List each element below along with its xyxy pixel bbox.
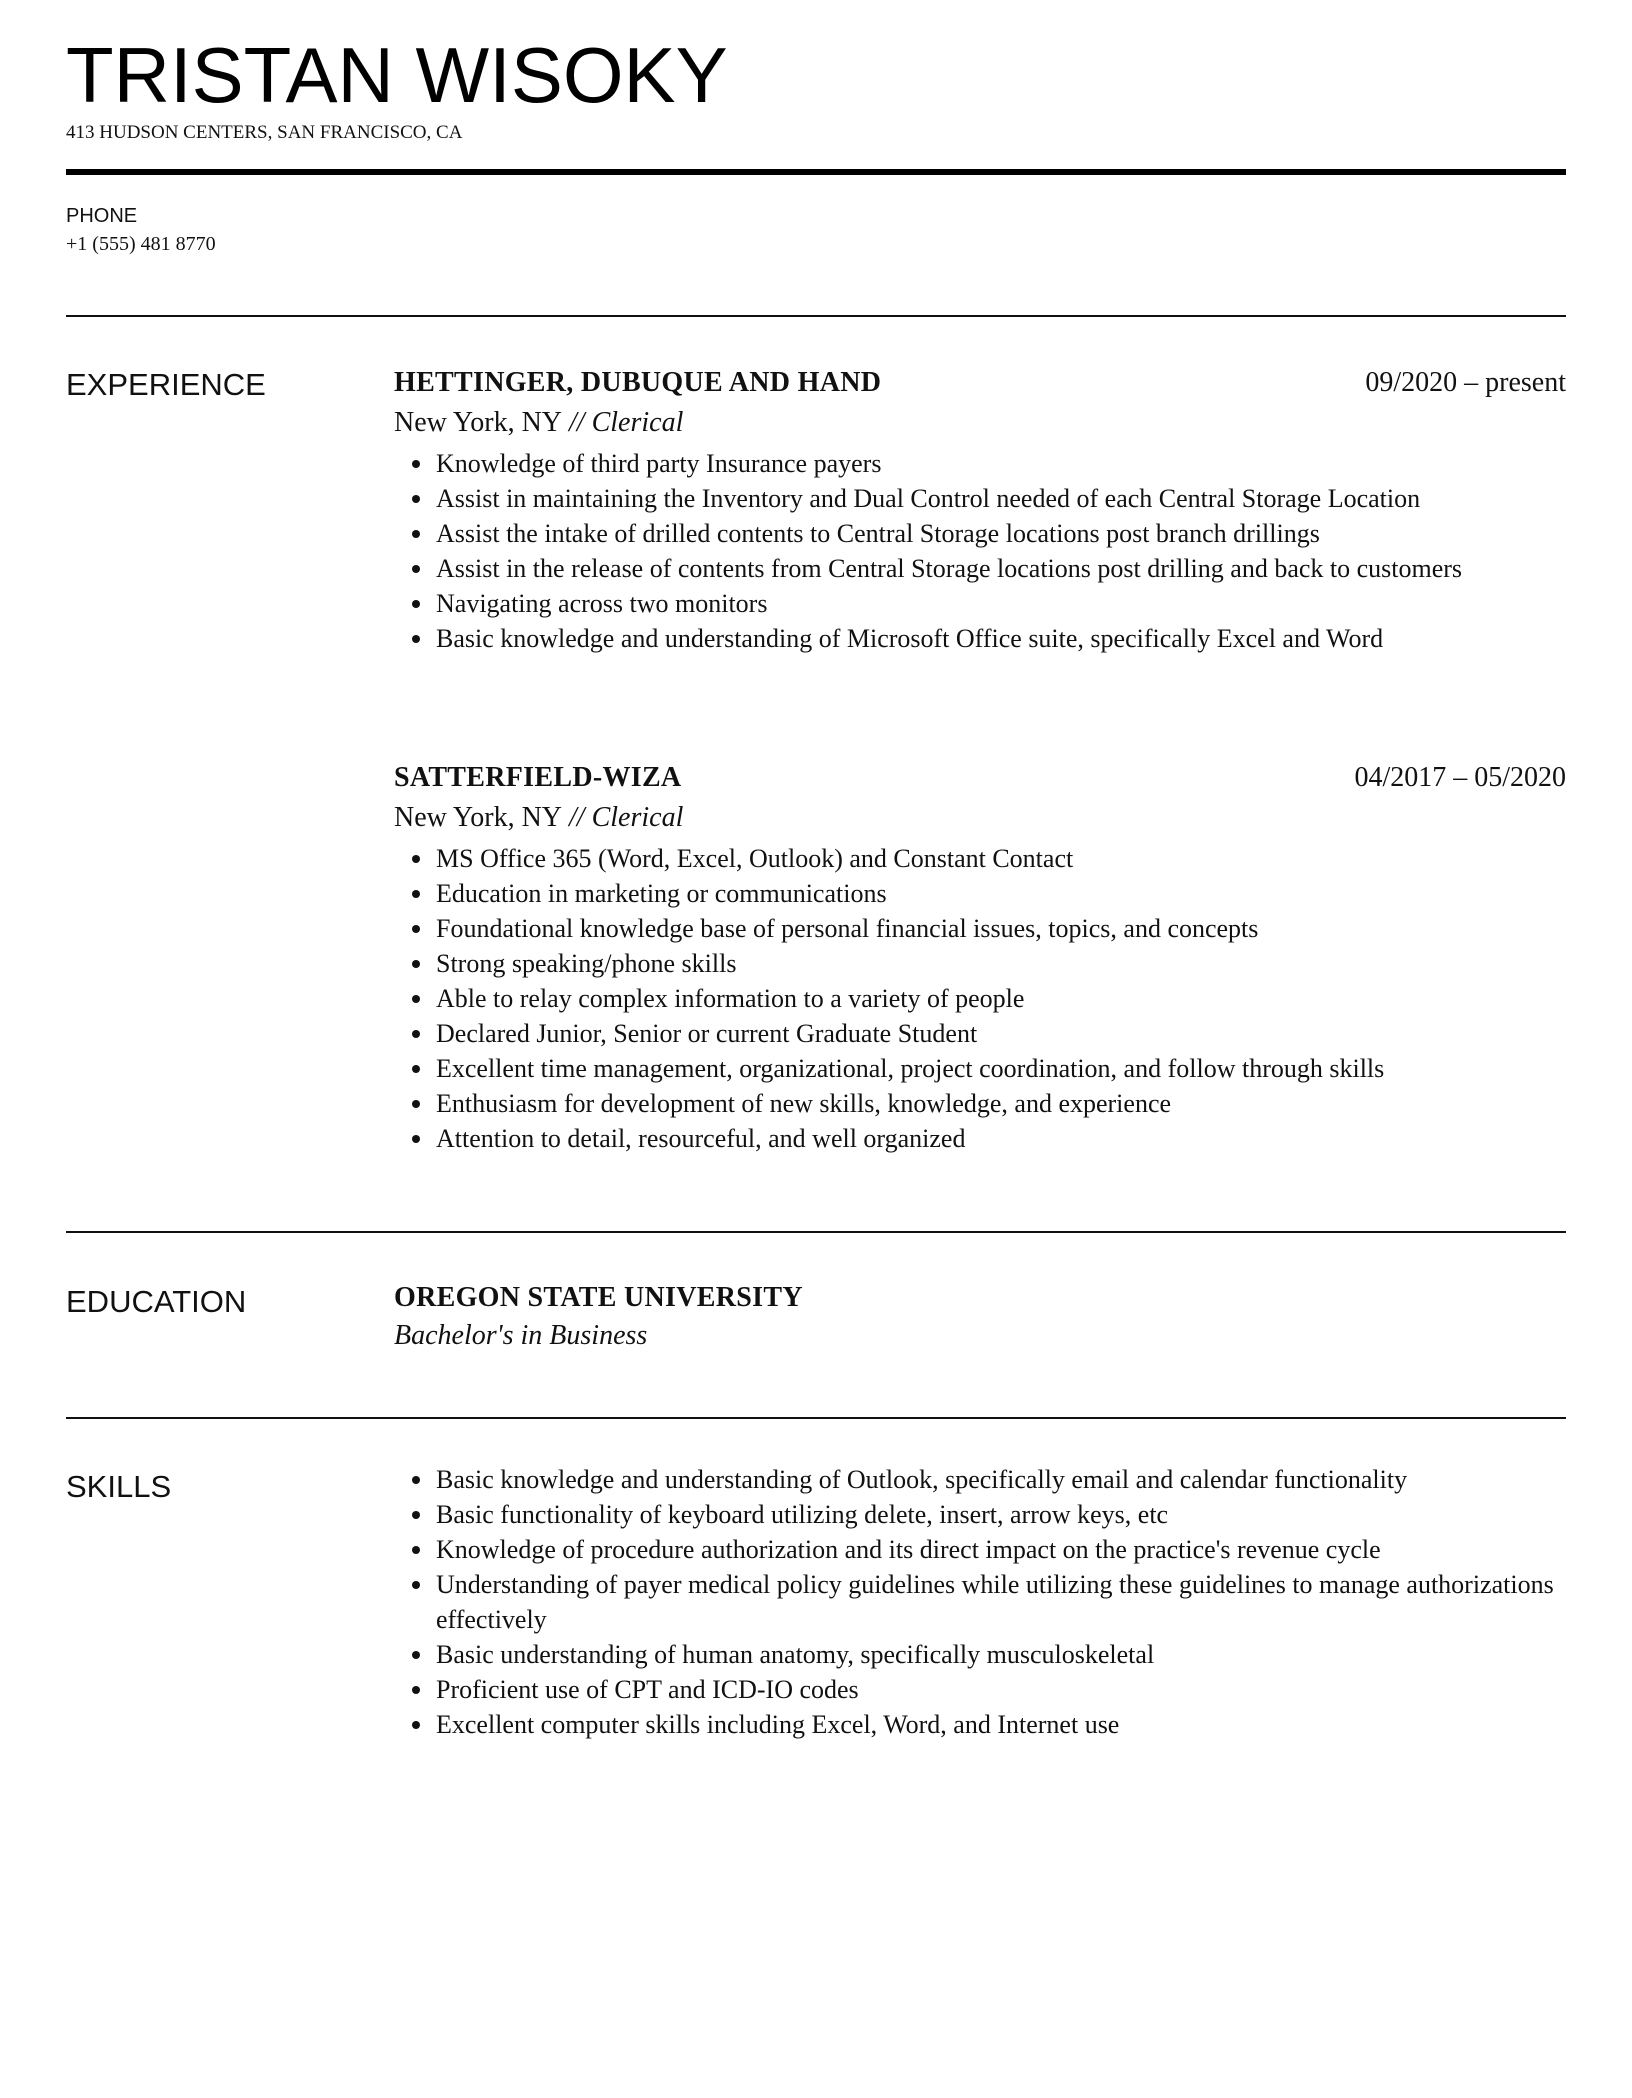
list-item: Able to relay complex information to a variety of people [394,981,1566,1016]
list-item: Attention to detail, resourceful, and well organized [394,1121,1566,1156]
experience-job-1 [394,364,1566,656]
header-divider [66,169,1566,175]
education-entry [394,1279,1566,1355]
phone-value: +1 (555) 481 8770 [66,233,216,255]
list-item: Navigating across two monitors [394,586,1566,621]
phone-label: PHONE [66,205,138,227]
section-divider-skills [66,1417,1566,1419]
skills-list-container [394,1462,1566,1742]
section-title-experience: EXPERIENCE [66,367,266,402]
list-item: Assist in the release of contents from Central Storage locations post drilling and back to customers [394,551,1566,586]
list-item: Excellent time management, organizational, project coordination, and follow through skills [394,1051,1566,1086]
school-name: OREGON STATE UNIVERSITY [394,1282,803,1313]
job-dates: 09/2020 – present [1365,367,1566,398]
candidate-address: 413 HUDSON CENTERS, SAN FRANCISCO, CA [66,122,463,143]
list-item: Basic understanding of human anatomy, specifically musculoskeletal [394,1637,1566,1672]
list-item: Knowledge of third party Insurance payers [394,446,1566,481]
list-item: Foundational knowledge base of personal financial issues, topics, and concepts [394,911,1566,946]
section-divider-experience [66,315,1566,317]
job-meta [394,404,1566,442]
job-location: New York, NY [394,802,563,833]
job-dates: 04/2017 – 05/2020 [1354,762,1566,793]
degree-name: Bachelor's in Business [394,1320,648,1351]
list-item: Assist the intake of drilled contents to Central Storage locations post branch drillings [394,516,1566,551]
list-item: MS Office 365 (Word, Excel, Outlook) and Constant Contact [394,841,1566,876]
section-divider-education [66,1231,1566,1233]
job-separator: // [562,407,592,438]
employer-name: SATTERFIELD-WIZA [394,762,682,793]
list-item: Assist in maintaining the Inventory and Dual Control needed of each Central Storage Location [394,481,1566,516]
list-item: Strong speaking/phone skills [394,946,1566,981]
list-item: Proficient use of CPT and ICD-IO codes [394,1672,1566,1707]
candidate-name: TRISTAN WISOKY [66,31,728,119]
list-item: Basic knowledge and understanding of Microsoft Office suite, specifically Excel and Word [394,621,1566,656]
list-item: Education in marketing or communications [394,876,1566,911]
list-item: Basic functionality of keyboard utilizing delete, insert, arrow keys, etc [394,1497,1566,1532]
job-location: New York, NY [394,407,563,438]
experience-job-2 [394,759,1566,1156]
list-item: Excellent computer skills including Excel, Word, and Internet use [394,1707,1566,1742]
list-item: Basic knowledge and understanding of Outlook, specifically email and calendar functionality [394,1462,1566,1497]
job-role: Clerical [591,802,684,833]
job-bullets [394,446,1566,656]
section-title-education: EDUCATION [66,1284,247,1319]
job-header [394,364,1566,404]
job-separator: // [562,802,592,833]
section-title-skills: SKILLS [66,1469,172,1504]
list-item: Enthusiasm for development of new skills, knowledge, and experience [394,1086,1566,1121]
job-meta [394,799,1566,837]
skills-list [394,1462,1566,1742]
list-item: Understanding of payer medical policy guidelines while utilizing these guidelines to manage authorizations effectively [394,1567,1566,1637]
job-header [394,759,1566,799]
list-item: Declared Junior, Senior or current Graduate Student [394,1016,1566,1051]
list-item: Knowledge of procedure authorization and its direct impact on the practice's revenue cycle [394,1532,1566,1567]
job-role: Clerical [591,407,684,438]
job-bullets [394,841,1566,1156]
employer-name: HETTINGER, DUBUQUE AND HAND [394,367,882,398]
